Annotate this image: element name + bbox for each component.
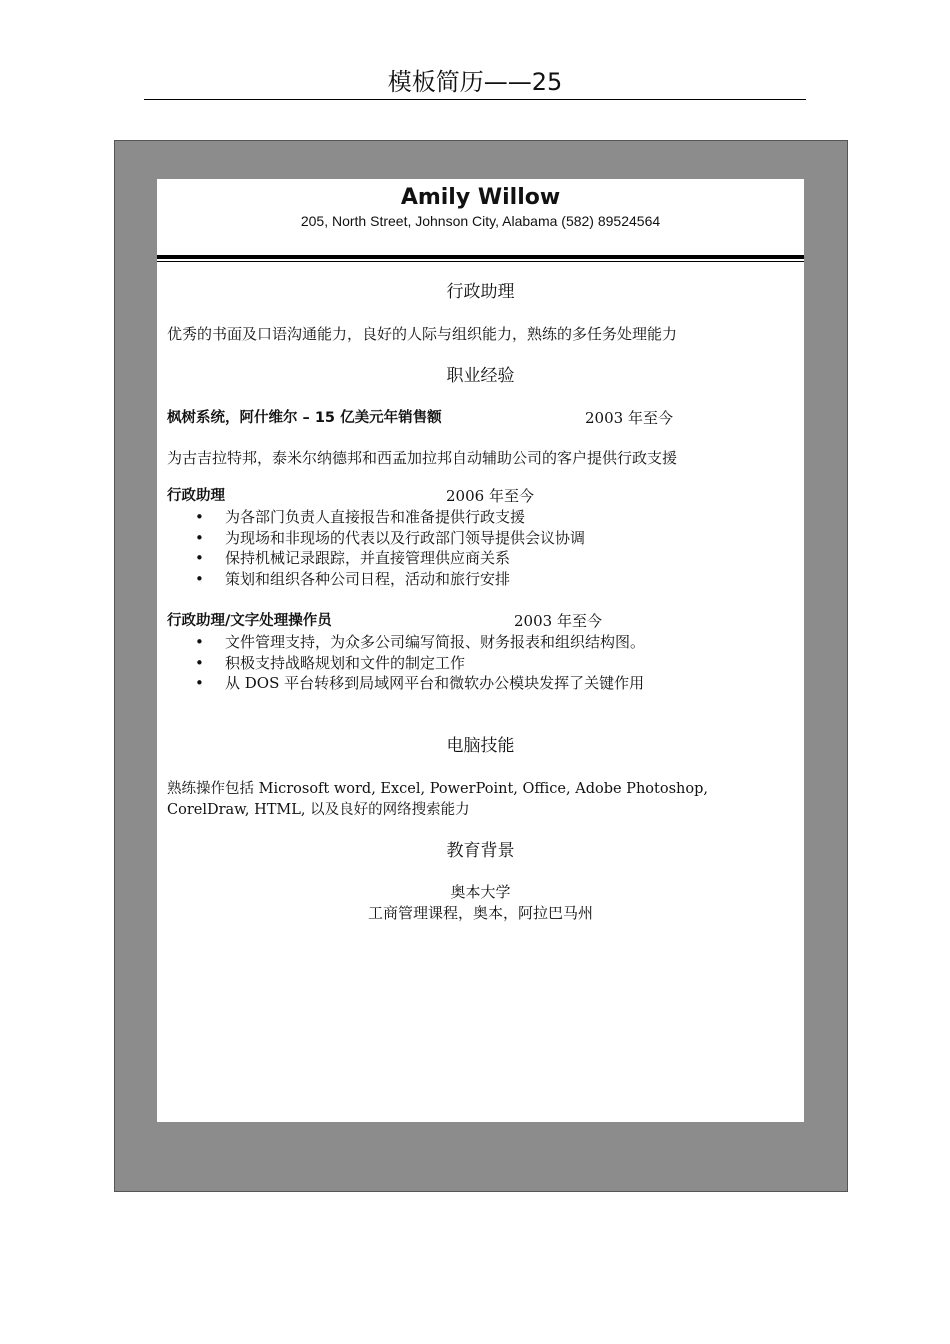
role2-bullet-list (195, 632, 645, 694)
objective-text: 优秀的书面及口语沟通能力，良好的人际与组织能力，熟练的多任务处理能力 (167, 325, 678, 343)
list-item: • 为现场和非现场的代表以及行政部门领导提供会议协调 (195, 528, 585, 549)
role1-date: 2006 年至今 (446, 487, 534, 505)
company-description: 为古吉拉特邦，泰米尔纳德邦和西孟加拉邦自动辅助公司的客户提供行政支援 (167, 449, 678, 467)
list-item: • 文件管理支持，为众多公司编写简报、财务报表和组织结构图。 (195, 632, 645, 653)
document-title: 模板简历——25 (144, 66, 806, 100)
education-heading: 教育背景 (446, 841, 515, 861)
company-date: 2003 年至今 (585, 409, 673, 427)
objective-heading: 行政助理 (446, 282, 515, 302)
skills-text: 熟练操作包括 Microsoft word, Excel, PowerPoint, Office, Adobe Photoshop, CorelDraw, HTML, 以及良好的网络搜索能力 (167, 781, 708, 818)
list-item: • 策划和组织各种公司日程，活动和旅行安排 (195, 569, 585, 590)
role2-date: 2003 年至今 (514, 612, 602, 630)
list-item: • 从 DOS 平台转移到局域网平台和微软办公模块发挥了关键作用 (195, 673, 645, 694)
education-detail: 工商管理课程，奥本，阿拉巴马州 (367, 904, 593, 922)
experience-heading: 职业经验 (446, 366, 515, 386)
candidate-name: Amily Willow (400, 185, 561, 210)
resume-paper (157, 179, 804, 1122)
candidate-contact: 205, North Street, Johnson City, Alabama (582) 89524564 (300, 213, 661, 229)
role1-bullet-list (195, 507, 585, 589)
company-line: 枫树系统，阿什维尔 – 15 亿美元年销售额 (167, 410, 442, 426)
skills-heading: 电脑技能 (446, 736, 515, 756)
role1-title: 行政助理 (167, 488, 225, 504)
list-item: • 积极支持战略规划和文件的制定工作 (195, 653, 645, 674)
list-item: • 为各部门负责人直接报告和准备提供行政支援 (195, 507, 585, 528)
header-divider-thick (157, 255, 804, 259)
role2-title: 行政助理/文字处理操作员 (167, 613, 332, 629)
header-divider-thin (157, 261, 804, 262)
education-school: 奥本大学 (450, 883, 511, 901)
list-item: • 保持机械记录跟踪，并直接管理供应商关系 (195, 548, 585, 569)
